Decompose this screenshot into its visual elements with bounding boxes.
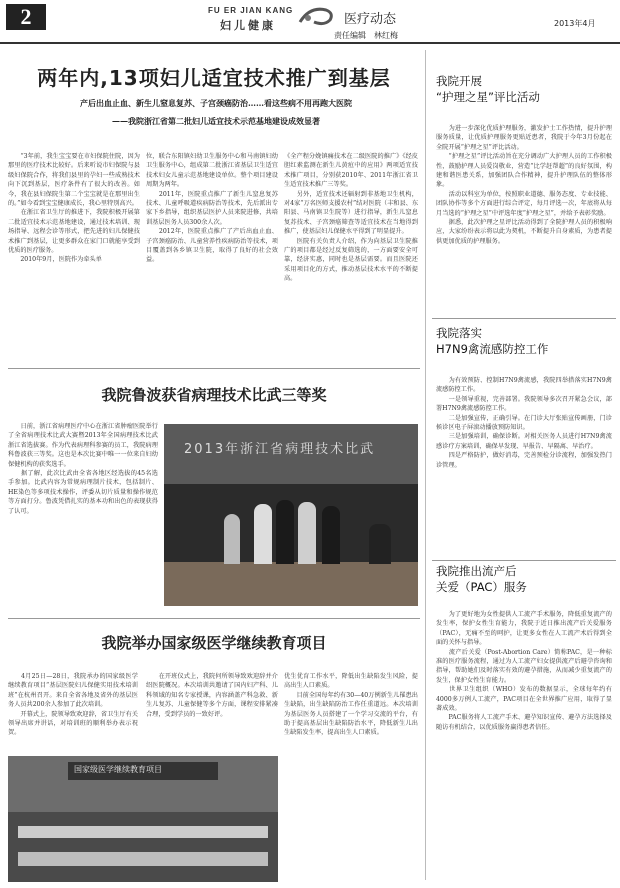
lead-subheadline: 产后出血止血、新生儿窒息复苏、子宫颈癌防治……看这些病不用再跑大医院 [80,98,352,108]
education-headline: 我院举办国家级医学继续教育项目 [101,634,327,652]
header-rule [0,42,620,44]
divider [8,618,420,619]
lead-headline: 两年内,13项妇儿适宜技术推广到基层 [37,66,391,90]
divider [432,560,616,561]
lead-subheadline-2: ——我院浙江省第二批妇儿适宜技术示范基地建设成效显著 [112,116,320,126]
column-divider [425,50,426,880]
pathology-article: 日前，浙江省病理医疗中心在浙江省肿瘤医院举行了全省病理技术比武大赛暨2013年全国病理技术比武浙江省选拔赛。作为代表病理科参赛的员工，我院病理科鲁波获三等奖。这也是本次比赛中唯一一位来自妇幼保健机构的获奖选手。 据了解，此次比武由全省各地区经选拔的45名选手参加。比武内容为常规病理制片技术，包括制片、HE染色等多项技术操作，评委从切片质量和操作规范等方面打分。鲁波凭借扎实的基本功和出色的表现获得了认可。 [8,423,158,515]
section-title: 医疗动态 [344,12,397,27]
nursing-star-article: 为进一步深化优质护理服务，激发护士工作热情，提升护理服务质量，让优质护理服务更贴近患者，我院于今年3月份起在全院开展“护理之星”评比活动。 “护理之星”评比活动旨在充分调动广大护理人员的工作积极性，鼓励护理人员爱岗敬业，营造“比学赶帮超”的良好氛围，构建和谐医患关系，加强团队合作精神，提升护理队伍的整体形象。 活动以科室为单位，按照职业道德、服务态度、专业技能、团队协作等多个方面进行综合评定，每月评选一次，年底将从每月当选的“护理之星”中评选年度“护理之星”，并给予表彰奖励。 据悉，此次护理之星评比活动得到了全院护理人员的积极响应，大家纷纷表示将以此为契机，不断提升自身素质，为患者提供更加优质的护理服务。 [436,125,612,245]
pathology-headline: 我院鲁波获省病理技术比武三等奖 [101,386,327,404]
h7n9-title-2: H7N9禽流感防控工作 [436,342,549,356]
award-ceremony-photo [164,424,418,606]
education-column-2: 在开班仪式上，我院何所领导致欢迎辞并介绍医院概况。本次培训共邀请了国内妇产科、儿科领域的知名专家授课，内容涵盖产科急救、新生儿复苏、儿童保健等多个方面，课程安排紧凑合理，受到学员的一致好评。 [146,673,278,718]
swirl-logo-icon [296,4,336,28]
h7n9-article: 为有效预防、控制H7N9禽流感，我院四举措落实H7N9禽流感防控工作。 一是领导重视，完善部署。我院领导多次召开紧急会议，部署H7N9禽流感防控工作。 二是加强宣传，正确引导。在门诊大厅张贴宣传画册，门诊候诊区电子屏滚动播放预防知识。 三是加强培训，确保诊断。对相关医务人员进行H7N9禽流感诊疗方案培训，确保早发现、早报告、早隔离、早治疗。 四是严格防护，做好消毒，完善预检分诊流程，加强发热门诊管理。 [436,377,612,469]
education-column-3: 优生优育工作水平，降低出生缺陷发生风险，提高出生人口素质。 目前全国每年约有30—40万例新生儿罹患出生缺陷，出生缺陷防治工作任重道远。本次培训为基层医务人员搭建了一个学习交流的平台，有助于提高基层出生缺陷防治水平，降低新生儿出生缺陷发生率，提高出生人口素质。 [284,673,418,737]
photo-banner-text: 2013年浙江省病理技术比武 [184,442,376,457]
divider [432,318,616,319]
lead-column-1: “3年前，我生宝宝要在市妇保院住院，因为那里的医疗技术比较好。后来听说市妇保院与县级妇保院合作，将我们县里的孕妇一些成熟技术向下沉到基层，医疗条件有了很大的改善。如今，我在县妇保院生第二个宝宝就是在那里出生的。”如今看到宝宝健康成长，我心里特别高兴。 在浙江省卫生厅的推进下，我院积极开展第二批适宜技术示范基地建设，通过技术培训、现场指导、远程会诊等形式，把先进的妇儿保健技术推广到基层，让更多群众在家门口就能享受到优质的医疗服务。 2010年9月，医院作为牵头单 [8,153,140,264]
education-column-1: 4月25日—28日，我院承办的国家级医学继续教育项目“基层医院妇儿保健实用技术培训班”在杭州召开。来自全省各地及省外的基层医务人员共200余人参加了此次培训。 开幕式上，院领导致欢迎辞，省卫生厅有关领导出席并讲话，对培训班的顺利举办表示祝贺。 [8,673,138,737]
lead-column-3: 《全产程分娩镇痛技术在二级医院的推广》《经皮胆红素监测在新生儿黄疸中的应用》两项适宜技术推广项目，分别获2010年、2011年浙江省卫生适宜技术推广三等奖。 另外，适宜技术还辐射到非基地卫生机构，对4家“万名医师支援农村”结对医院（丰和县、东阳县、马南镇卫生院等）进行指导，新生儿窒息复苏技术、子宫颈癌筛查等适宜技术在当地得到推广，使基层妇儿保健水平得到了明显提升。 医院有关负责人介绍，作为向基层卫生院推广的项目都是经过反复筛选的，一方面要安全可靠，经济实惠，同时也是基层需要。而且医院还采用项目化的方式，推动基层技术水平的不断提高。 [284,153,418,283]
page-number: 2 [6,4,46,30]
divider [8,368,420,369]
h7n9-title: 我院落实 [436,326,482,340]
photo-banner-text: 国家级医学继续教育项目 [74,765,162,774]
masthead-english: FU ER JIAN KANG [208,6,294,15]
pac-title-2: 关爱（PAC）服务 [436,580,527,594]
nursing-star-title-2: “护理之星”评比活动 [436,90,540,104]
issue-date: 2013年4月 [554,19,596,28]
masthead-chinese: 妇儿健康 [220,19,276,32]
lead-column-2: 位，联合东阳镇妇幼卫生服务中心和马南镇妇幼卫生服务中心，组成第二批浙江省基层卫生适宜技术妇女儿童示范基地建设单位。整个项目建设周期为两年。 2011年，医院重点推广了新生儿窒息复苏技术、儿童呼吸道疾病防治等技术，先后派出专家下乡指导，组织基层医护人员来院进修，共培训基层医务人员300余人次。 2012年，医院重点推广了产后出血止血、子宫颈癌防治、儿童营养性疾病防治等技术，项目覆盖到各乡镇卫生院，取得了良好的社会效益。 [146,153,278,264]
editor-credit: 责任编辑 林红梅 [334,31,398,40]
pac-article: 为了更好地为女性提供人工流产手术服务，降低重复流产的发生率，保护女性生育能力，我院于近日推出流产后关爱服务（PAC），无痛不至的呵护，让更多女性在人工流产术后得到全面的关怀与指导。 流产后关爱（Post-Abortion Care）简称PAC，是一种标准的医疗服务流程，通过为人工流产妇女提供流产后避孕咨询和指导，帮助她们及时落实有效的避孕措施，从而减少重复流产的发生，保护女性生育能力。 世界卫生组织（WHO）发布的数据显示，全球每年约有4000多万例人工流产，PAC项目在全世界推广应用，取得了显著成效。 PAC服务将人工流产手术、避孕知识宣传、避孕方法选择及随访有机结合，以优质服务赢得患者信任。 [436,611,612,731]
nursing-star-title: 我院开展 [436,74,482,88]
training-session-photo [8,756,278,882]
pac-title: 我院推出流产后 [436,564,517,578]
